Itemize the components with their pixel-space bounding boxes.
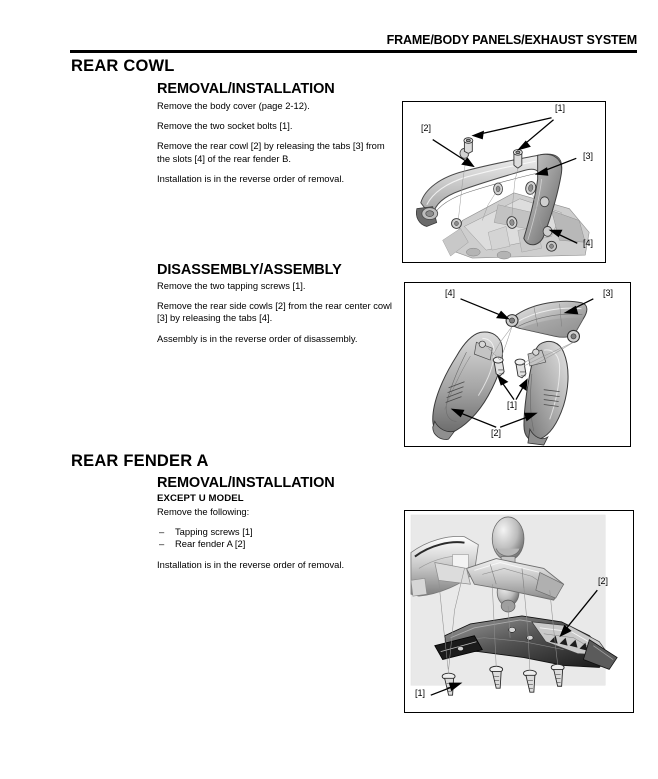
list-item-label: Rear fender A [2] [175,538,246,550]
rear-cowl-disassembly-illustration [404,282,631,447]
section-heading-rear-cowl-removal: REMOVAL/INSTALLATION [157,81,335,97]
paragraph: Remove the following: [157,506,250,517]
figure-callout: [2] [491,428,502,438]
list-item-label: Tapping screws [1] [175,526,253,538]
paragraph: Assembly is in the reverse order of disassembly. [157,332,358,344]
rear-fender-a-removal-drawing [405,511,633,712]
paragraph: Remove the two socket bolts [1]. [157,120,293,132]
rear-cowl-removal-illustration [402,101,606,263]
figure-callout: [4] [583,238,594,248]
figure-callout: [1] [507,400,518,410]
rear-cowl-disassembly-drawing [405,283,630,446]
paragraph: Remove the rear side cowls [2] from the rear center cowl [3] by releasing the tabs [4]. [157,300,392,324]
paragraph: Installation is in the reverse order of removal. [157,558,345,570]
section-heading-rear-fender-removal: REMOVAL/INSTALLATION [157,475,335,491]
paragraph: Remove the body cover (page 2-12). [157,100,310,111]
list-item [157,538,392,550]
list-item [157,526,392,538]
body-rear-cowl-disassembly [157,280,392,345]
paragraph: Remove the rear cowl [2] by releasing the tabs [3] from the slots [4] of the rear fender B. [157,140,385,164]
figure-callout: [3] [603,288,614,298]
sub-heading-except-u-model: EXCEPT U MODEL [157,493,244,504]
body-rear-cowl-removal [157,100,392,185]
section-heading-rear-cowl-disassembly: DISASSEMBLY/ASSEMBLY [157,262,342,278]
removal-item-list [157,526,392,550]
figure-callout: [4] [445,288,456,298]
figure-callout: [2] [421,123,432,133]
paragraph: Remove the two tapping screws [1]. [157,280,306,291]
list-dash: – [159,538,165,550]
figure-callout: [1] [555,103,566,113]
running-header-title: FRAME/BODY PANELS/EXHAUST SYSTEM [386,33,637,47]
body-rear-fender-removal [157,506,392,571]
rear-cowl-removal-drawing [403,102,605,262]
header-rule [70,50,637,53]
figure-callout: [1] [415,688,426,698]
figure-callout: [3] [583,151,594,161]
chapter-title-rear-cowl: REAR COWL [71,57,175,75]
figure-callout: [2] [598,576,609,586]
paragraph: Installation is in the reverse order of removal. [157,172,345,184]
list-dash: – [159,526,165,538]
rear-fender-a-removal-illustration [404,510,634,713]
chapter-title-rear-fender-a: REAR FENDER A [71,452,209,470]
